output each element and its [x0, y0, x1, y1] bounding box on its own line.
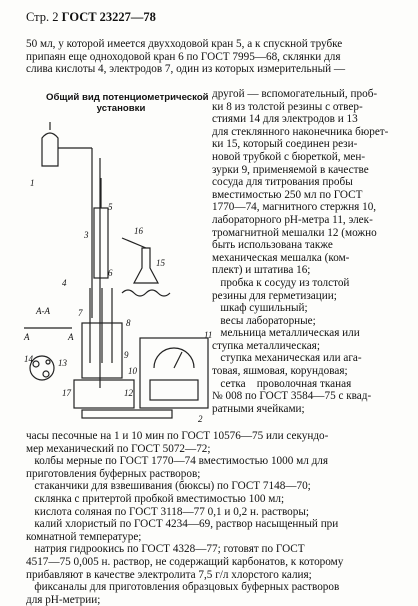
page-number: Стр. 2 — [26, 10, 59, 24]
part-label-9: 9 — [124, 350, 129, 360]
part-label-8: 8 — [126, 318, 131, 328]
part-label-1: 1 — [30, 178, 35, 188]
figure-title: Общий вид потенциометрической установки — [46, 92, 209, 114]
part-label-16: 16 — [134, 226, 143, 236]
part-label-12: 12 — [124, 388, 133, 398]
part-label-17: 17 — [62, 388, 71, 398]
bottom-paragraphs: часы песочные на 1 и 10 мин по ГОСТ 10576—75 или секундо- мер механический по ГОСТ 5072—72; колбы мерные по ГОСТ 1770—74 вместимостью 1000 мл для приготовления буферных растворов; стаканчики для взвешивания (бюксы) по ГОСТ 7148—70; склянка с притертой пробкой вместимостью 100 мл; кислота соляная по ГОСТ 3118—77 0,1 и 0,2 н. растворы; калий хлористый по ГОСТ 4234—69, раствор насыщенный при комнатной температуре; натрия гидроокись по ГОСТ 4328—77; готовят по ГОСТ 4517—75 0,005 н. раствор, не содержащий карбонатов, к которому прибавляют в качестве электролита 7,5 г/л хлорстого калия; фиксаналы для приготовления образцовых буферных растворов для рН-метрии; — [26, 430, 344, 606]
right-column-text: другой — вспомогательный, проб- ки 8 из толстой резины с отвер- стиями 14 для электродов и 13 для стеклянного наконечника бюрет- ки 15, который соединен рези- новой трубкой с бюреткой, мен- зурки 9, применяемой в качестве сосуда для титрования пробы вместимостью 250 мл по ГОСТ 1770—74, магнитного стержня 10, лабораторного рН-метра 11, элек- тромагнитной мешалки 12 (можно быть использована также механическая мешалка (ком- плект) и штатива 16; пробка к сосуду из толстой резины для герметизации; шкаф сушильный; весы лабораторные; мельница металлическая или ступка металлическая; ступка механическая или ага- товая, яшмовая, корундовая; сетка проволочная тканая № 008 по ГОСТ 3584—75 с квад- ратными ячейками; — [212, 88, 389, 415]
part-label-13: 13 — [58, 358, 67, 368]
standard-code: ГОСТ 23227—78 — [61, 10, 156, 24]
section-marker-a2: А — [68, 332, 74, 342]
part-label-2: 2 — [198, 414, 203, 424]
part-label-11: 11 — [204, 330, 213, 340]
part-label-14: 14 — [24, 354, 33, 364]
intro-paragraph: 50 мл, у которой имеется двухходовой кран 5, а к спускной трубке припаян еще одноходовой кран 6 по ГОСТ 7995—68, склянки для слива кислоты 4, электродов 7, один из которых измерительный — — [26, 38, 346, 76]
part-label-6: 6 — [108, 268, 113, 278]
part-label-15: 15 — [156, 258, 165, 268]
part-label-3: 3 — [84, 230, 89, 240]
part-label-10: 10 — [128, 366, 137, 376]
section-marker-a: А — [24, 332, 30, 342]
potentiometric-setup-figure — [22, 118, 212, 423]
page-header — [26, 10, 156, 25]
part-label-5: 5 — [108, 202, 113, 212]
section-label: А-А — [36, 306, 50, 316]
part-label-7: 7 — [78, 308, 83, 318]
apparatus-drawing — [22, 118, 212, 423]
part-label-4: 4 — [62, 278, 67, 288]
